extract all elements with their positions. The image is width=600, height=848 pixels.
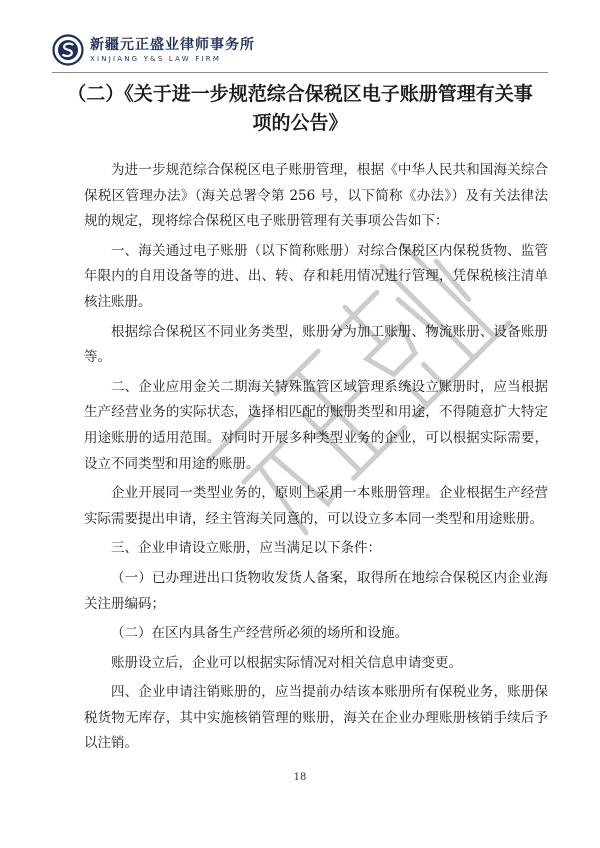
paragraph: 账册设立后，企业可以根据实际情况对相关信息申请变更。 <box>111 654 462 671</box>
paragraph: 根据综合保税区不同业务类型，账册分为加工账册、物流账册、设备账册等。 <box>84 323 548 366</box>
paragraph: 企业开展同一类型业务的，原则上采用一本账册管理。企业根据生产经营实际需要提出申请，经主管海关同意的，可以设立多本同一类型和用途账册。 <box>84 485 548 527</box>
paragraph: 四、企业申请注销账册的，应当提前办结该本账册所有保税业务，账册保税货物无库存，其中实施核销管理的账册，海关在企业办理账册核销手续后予以注销。 <box>84 684 548 752</box>
header <box>52 34 255 66</box>
header-divider <box>52 72 548 73</box>
paragraph: 三、企业申请设立账册，应当满足以下条件： <box>111 540 381 557</box>
document-title: （二）《关于进一步规范综合保税区电子账册管理有关事项的公告》 <box>67 83 533 134</box>
firm-logo-icon <box>52 34 84 66</box>
firm-name <box>90 37 255 64</box>
paragraph: 为进一步规范综合保税区电子账册管理，根据《中华人民共和国海关综合保税区管理办法》（海关总署令第 256 号，以下简称《办法》）及有关法律法规的规定，现将综合保税区电子账册管理有关事项公告如下： <box>84 162 548 230</box>
paragraph: 二、企业应用金关二期海关特殊监管区域管理系统设立账册时，应当根据生产经营业务的实际状态，选择相匹配的账册类型和用途，不得随意扩大特定用途账册的适用范围。对同时开展多种类型业务的企业，可以根据实际需要，设立不同类型和用途的账册。 <box>84 378 548 472</box>
firm-name-cn: 新疆元正盛业律师事务所 <box>90 36 255 53</box>
paragraph: 一、海关通过电子账册（以下简称账册）对综合保税区内保税货物、监管年限内的自用设备等的进、出、转、存和耗用情况进行管理，凭保税核注清单核注账册。 <box>84 242 548 310</box>
paragraph: （二）在区内具备生产经营所必须的场所和设施。 <box>111 625 408 642</box>
paragraph: （一）已办理进出口货物收发货人备案，取得所在地综合保税区内企业海关注册编码； <box>84 569 548 612</box>
page-number: 18 <box>293 772 307 783</box>
document-body <box>84 158 548 761</box>
firm-name-en: XINJIANG Y&S LAW FIRM <box>90 54 222 63</box>
